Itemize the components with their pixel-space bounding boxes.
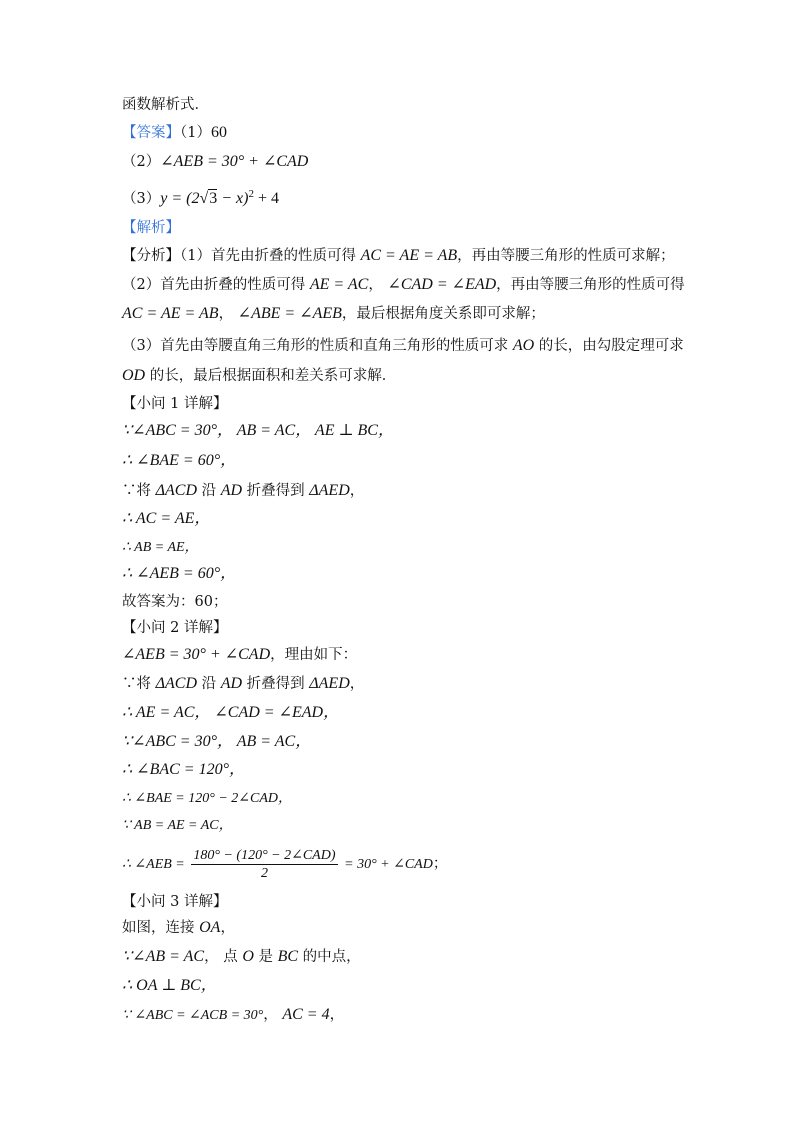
text-line: [122, 918, 235, 938]
text: ，最后根据角度关系即可求解；: [341, 306, 545, 322]
math: BC: [277, 948, 299, 965]
math: AE = AC: [309, 276, 369, 293]
math: ΔAED: [309, 482, 350, 499]
math: ∴ AC = AE，: [122, 510, 211, 527]
text: 沿: [197, 483, 221, 499]
math-line: [122, 976, 217, 996]
math: ∴ ∠AEB = 60°，: [122, 565, 237, 582]
math: AD: [220, 482, 243, 499]
math-line: [122, 537, 199, 558]
math: ∵ AB = AE = AC，: [122, 818, 233, 833]
text-line: [122, 947, 361, 967]
math: ∵∠ABC = 30°， AB = AC， AE ⊥ BC，: [122, 422, 394, 439]
math: AC = 4: [282, 1006, 330, 1023]
text: 折叠得到: [242, 676, 310, 692]
text-line: [122, 95, 209, 115]
math: ∠AEB = 30° + ∠CAD: [160, 153, 309, 170]
math: OA: [199, 919, 221, 936]
fraction: [191, 847, 337, 882]
fraction-numerator: 180° − (120° − 2∠CAD): [193, 847, 336, 863]
math: AD: [220, 675, 243, 692]
text-line: [122, 246, 675, 266]
text-line: [122, 366, 396, 386]
text: （2）首先由折叠的性质可得: [122, 277, 310, 293]
math: ∴ AE = AC， ∠CAD = ∠EAD，: [122, 704, 340, 721]
math: ∠CAD = ∠EAD: [387, 276, 497, 293]
math-line: [122, 509, 210, 529]
text-line: [122, 674, 364, 694]
answer-tag: 【答案】: [122, 125, 180, 141]
analysis-tag: 【解析】: [122, 220, 180, 236]
math: ∴ ∠AEB =: [122, 857, 185, 872]
text: ，: [349, 676, 365, 692]
text: 的长，由勾股定理可求: [534, 338, 684, 354]
math-line: [122, 703, 339, 723]
text: ，再由等腰三角形的性质可得: [496, 277, 685, 293]
math-line: [122, 451, 236, 471]
heading: 【小问 3 详解】: [122, 894, 228, 910]
sqrt-symbol: √: [199, 189, 209, 207]
math: ∴ OA ⊥ BC，: [122, 977, 217, 994]
section-heading: [122, 892, 227, 912]
answer-line-1: [122, 123, 227, 143]
text-line: [122, 592, 227, 612]
text: 函数解析式．: [122, 97, 209, 113]
math: ∵∠AB = AC: [122, 948, 205, 965]
answer-line-2: [122, 152, 308, 172]
text: 的长，最后根据面积和差关系可求解．: [145, 368, 397, 384]
text: 折叠得到: [242, 483, 310, 499]
math-exponent: 2: [248, 188, 254, 200]
text-line: [122, 481, 364, 501]
section-heading: [122, 394, 227, 414]
math: ΔAED: [309, 675, 350, 692]
text: ，再由等腰三角形的性质可求解；: [457, 248, 675, 264]
math: AO: [512, 337, 535, 354]
text: ，: [263, 1007, 283, 1023]
math: + 4: [253, 189, 280, 207]
text: ，: [368, 277, 388, 293]
text: ；: [432, 856, 448, 872]
math: ∵ ∠ABC = ∠ACB = 30°: [122, 1008, 264, 1023]
math: ∴ ∠BAE = 120° − 2∠CAD，: [122, 791, 293, 806]
text: 沿: [197, 676, 221, 692]
text-line: [122, 1005, 344, 1026]
math: ∴ ∠BAC = 120°，: [122, 761, 246, 778]
math: y = (2: [160, 189, 200, 207]
math: ΔACD: [155, 482, 197, 499]
item-number: （3）: [122, 190, 161, 207]
text: ，: [329, 1007, 345, 1023]
math: ∵∠ABC = 30°， AB = AC，: [122, 733, 312, 750]
math-line: [122, 760, 245, 780]
math: 60: [210, 124, 227, 141]
text-line: [122, 645, 357, 665]
math-line: [122, 788, 292, 809]
text-line: [122, 275, 685, 295]
text-line: [122, 336, 684, 356]
math: ∴ AB = AE，: [122, 540, 199, 555]
item-number: （1）: [180, 125, 211, 141]
text: ， 点: [204, 949, 243, 965]
math: OD: [122, 367, 146, 384]
math: − x): [217, 189, 249, 207]
answer-line-3: [122, 184, 279, 209]
item-number: （2）: [122, 154, 161, 170]
math-line: [122, 732, 311, 752]
text: 是: [253, 949, 278, 965]
section-heading: [122, 618, 227, 638]
math: ∠AEB = 30° + ∠CAD: [122, 646, 271, 663]
fraction-denominator: 2: [260, 865, 268, 881]
math: AC = AE = AB: [360, 247, 458, 264]
text: ，: [220, 920, 235, 936]
text: 如图，连接: [122, 920, 200, 936]
math-line: [122, 421, 394, 441]
analysis-heading: [122, 218, 180, 238]
math: 3: [209, 189, 218, 207]
text: 故答案为：60；: [122, 594, 228, 610]
math: ∴ ∠BAE = 60°，: [122, 452, 237, 469]
text: ，: [218, 306, 238, 322]
text: （1）首先由折叠的性质可得: [180, 248, 361, 264]
math: O: [242, 948, 254, 965]
math-line: [122, 815, 233, 836]
text: 【分析】: [122, 248, 180, 264]
heading: 【小问 1 详解】: [122, 396, 228, 412]
text-line: [122, 304, 545, 324]
text: 的中点，: [298, 949, 361, 965]
text: ∵将: [122, 676, 156, 692]
heading: 【小问 2 详解】: [122, 620, 228, 636]
math-line: [122, 564, 236, 584]
math: AC = AE = AB: [122, 305, 219, 322]
text: ，: [349, 483, 365, 499]
math: = 30° + ∠CAD: [344, 857, 433, 872]
math: ∠ABE = ∠AEB: [237, 305, 342, 322]
math: ΔACD: [155, 675, 197, 692]
text: ，理由如下：: [270, 647, 358, 663]
fraction-line: [122, 845, 447, 884]
text: （3）首先由等腰直角三角形的性质和直角三角形的性质可求: [122, 338, 513, 354]
text: ∵将: [122, 483, 156, 499]
